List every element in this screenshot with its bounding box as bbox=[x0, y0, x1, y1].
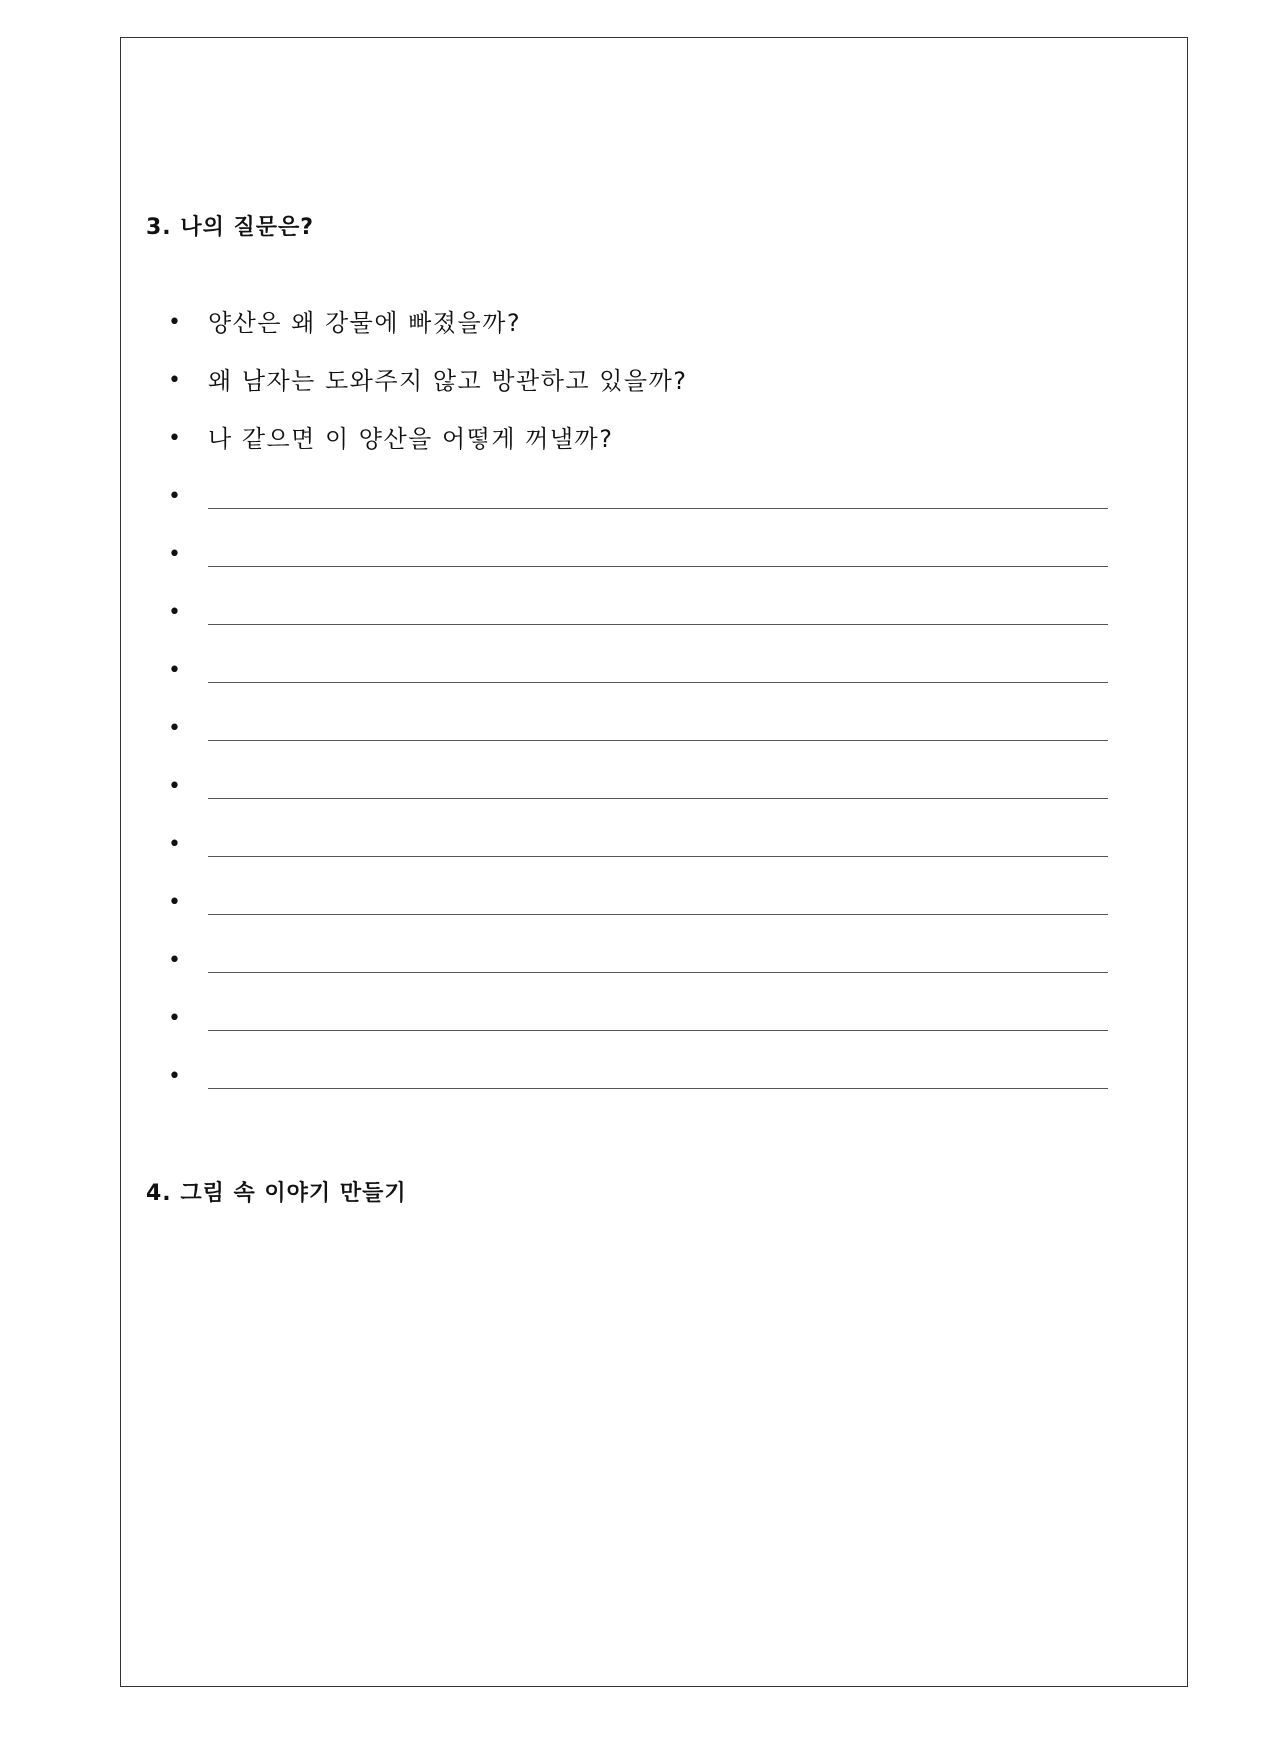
bullet-icon: • bbox=[168, 368, 181, 393]
bullet-icon: • bbox=[168, 774, 181, 799]
question-text: 나 같으면 이 양산을 어떻게 꺼낼까? bbox=[208, 425, 614, 453]
bullet-icon: • bbox=[168, 1064, 181, 1089]
bullet-icon: • bbox=[168, 890, 181, 915]
section-3-heading: 3. 나의 질문은? bbox=[146, 215, 315, 240]
bullet-icon: • bbox=[168, 716, 181, 741]
bullet-icon: • bbox=[168, 484, 181, 509]
blank-answer-item bbox=[168, 654, 1108, 712]
bullet-icon: • bbox=[168, 832, 181, 857]
blank-answer-item bbox=[168, 944, 1108, 1002]
blank-answer-item bbox=[168, 770, 1108, 828]
blank-answer-item bbox=[168, 596, 1108, 654]
bullet-icon: • bbox=[168, 542, 181, 567]
blank-answer-item bbox=[168, 480, 1108, 538]
answer-line[interactable] bbox=[208, 856, 1108, 857]
answer-line[interactable] bbox=[208, 798, 1108, 799]
blank-answer-item bbox=[168, 1002, 1108, 1060]
bullet-icon: • bbox=[168, 426, 181, 451]
bullet-icon: • bbox=[168, 1006, 181, 1031]
answer-line[interactable] bbox=[208, 740, 1108, 741]
question-item bbox=[168, 306, 1108, 364]
answer-line[interactable] bbox=[208, 508, 1108, 509]
answer-line[interactable] bbox=[208, 914, 1108, 915]
bullet-icon: • bbox=[168, 600, 181, 625]
answer-line[interactable] bbox=[208, 972, 1108, 973]
bullet-icon: • bbox=[168, 658, 181, 683]
answer-line[interactable] bbox=[208, 1088, 1108, 1089]
blank-answer-item bbox=[168, 886, 1108, 944]
question-text: 왜 남자는 도와주지 않고 방관하고 있을까? bbox=[208, 367, 688, 395]
answer-line[interactable] bbox=[208, 624, 1108, 625]
answer-line[interactable] bbox=[208, 566, 1108, 567]
blank-answer-item bbox=[168, 538, 1108, 596]
answer-line[interactable] bbox=[208, 1030, 1108, 1031]
blank-answer-item bbox=[168, 1060, 1108, 1118]
question-list bbox=[168, 306, 1108, 1118]
question-item bbox=[168, 364, 1108, 422]
question-item bbox=[168, 422, 1108, 480]
blank-answer-item bbox=[168, 828, 1108, 886]
section-4-heading: 4. 그림 속 이야기 만들기 bbox=[146, 1181, 407, 1206]
question-text: 양산은 왜 강물에 빠졌을까? bbox=[208, 309, 522, 337]
bullet-icon: • bbox=[168, 310, 181, 335]
blank-answer-item bbox=[168, 712, 1108, 770]
bullet-icon: • bbox=[168, 948, 181, 973]
answer-line[interactable] bbox=[208, 682, 1108, 683]
